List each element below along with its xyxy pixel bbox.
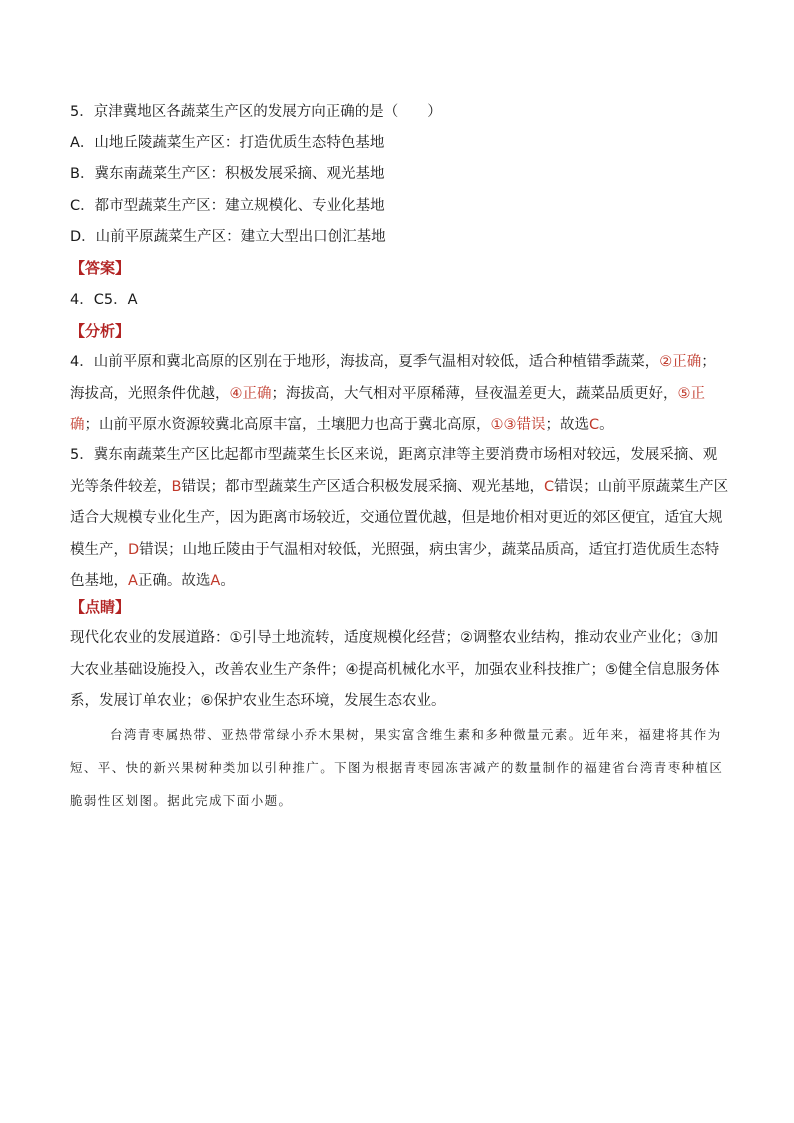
analysis-paragraph-5: [70, 440, 730, 598]
option-b: B．冀东南蔬菜生产区：积极发展采摘、观光基地: [70, 166, 385, 182]
analysis-highlight: D: [128, 541, 140, 558]
analysis-text: 错误；山前平原蔬菜生产区适合大规模专业化生产，因为距离市场较近，交通位置优越，但是地价相对更近的郊区便宜，适宜大规模生产，: [70, 478, 729, 558]
analysis-highlight: ④正确: [229, 385, 272, 402]
analysis-tag: 【分析】: [70, 322, 131, 340]
analysis-highlight: ①③错误: [490, 417, 546, 433]
analysis-text: ；故选: [545, 417, 589, 433]
analysis-highlight: A: [128, 573, 138, 589]
analysis-text: 。: [599, 417, 614, 433]
comment-text: 现代化农业的发展道路：①引导土地流转，适度规模化经营；②调整农业结构，推动农业产业化；③加大农业基础设施投入，改善农业生产条件；④提高机械化水平，加强农业科技推广；⑤健全信息服务体系，发展订单农业；⑥保护农业生态环境，发展生态农业。: [70, 630, 720, 709]
analysis-text: 错误；都市型蔬菜生产区适合积极发展采摘、观光基地，: [181, 478, 544, 495]
analysis-paragraph-4: [70, 347, 730, 442]
analysis-text: 正确。故选: [137, 573, 211, 589]
option-a: A．山地丘陵蔬菜生产区：打造优质生态特色基地: [70, 135, 385, 151]
option-c: C．都市型蔬菜生产区：建立规模化、专业化基地: [70, 198, 385, 214]
analysis-text: 。: [220, 573, 235, 589]
analysis-highlight: ②正确: [659, 354, 702, 370]
analysis-text: ；海拔高，光照条件优越，: [70, 354, 716, 402]
analysis-highlight: ⑤正确: [70, 385, 705, 433]
question-5-stem: 5．京津冀地区各蔬菜生产区的发展方向正确的是（ ）: [70, 104, 442, 120]
next-question-intro: 台湾青枣属热带、亚热带常绿小乔木果树，果实富含维生素和多种微量元素。近年来，福建将其作为短、平、快的新兴果树种类加以引种推广。下图为根据青枣园冻害减产的数量制作的福建省台湾青枣种植区脆弱性区划图。据此完成下面小题。: [70, 727, 724, 808]
analysis-highlight: C: [589, 417, 600, 433]
option-d: D．山前平原蔬菜生产区：建立大型出口创汇基地: [70, 229, 386, 245]
analysis-highlight: A: [210, 573, 221, 589]
comment-tag: 【点睛】: [70, 598, 131, 616]
answer-text: 4．C5．A: [70, 292, 138, 308]
analysis-highlight: C: [543, 478, 555, 495]
analysis-text: ；山前平原水资源较冀北高原丰富，土壤肥力也高于冀北高原，: [84, 417, 491, 433]
answer-tag: 【答案】: [70, 259, 131, 277]
analysis-text: 4．山前平原和冀北高原的区别在于地形，海拔高，夏季气温相对较低，适合种植错季蔬菜，: [70, 354, 660, 370]
analysis-text: 错误；山地丘陵由于气温相对较低，光照强，病虫害少，蔬菜品质高，适宜打造优质生态特色基地，: [70, 541, 720, 589]
analysis-highlight: B: [171, 478, 182, 495]
analysis-text: ；海拔高，大气相对平原稀薄，昼夜温差更大，蔬菜品质更好，: [271, 385, 678, 402]
analysis-text: 5．冀东南蔬菜生产区比起都市型蔬菜生长区来说，距离京津等主要消费市场相对较远，发展采摘、观光等条件较差，: [70, 447, 718, 495]
